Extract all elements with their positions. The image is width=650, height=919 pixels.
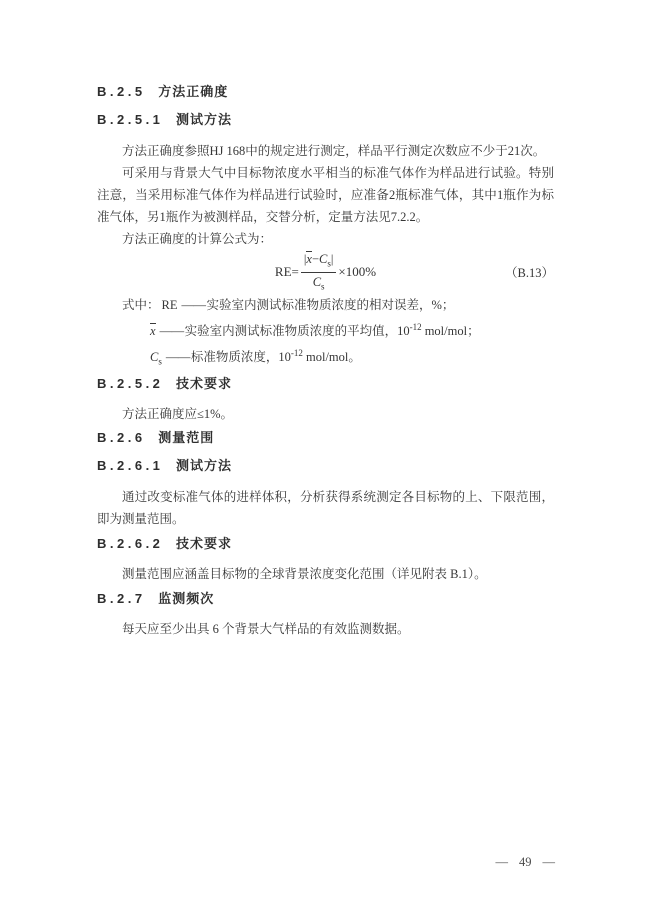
paragraph-formula-intro: 方法正确度的计算公式为： [122, 232, 273, 246]
formula-rhs: ×100% [338, 264, 377, 279]
section-number: B.2.5.2 [97, 375, 164, 391]
section-heading-b26 [97, 431, 554, 445]
unit-exponent: -12 [409, 322, 422, 332]
section-title: 监测频次 [158, 590, 215, 606]
footer-dash-left: — [495, 855, 508, 869]
xbar-symbol: x [306, 251, 312, 266]
unit-text: mol/mol； [421, 324, 480, 339]
equation-number: （B.13） [505, 266, 554, 280]
abs-bar: | [330, 251, 334, 266]
definition-intro: 式中： [122, 298, 160, 312]
unit-text: mol/mol。 [302, 350, 361, 365]
minus-sign: − [311, 251, 320, 266]
section-title: 测试方法 [176, 112, 233, 127]
section-heading-b262 [97, 537, 554, 551]
section-title: 技术要求 [176, 375, 233, 391]
cs-subscript: s [321, 281, 325, 292]
section-title: 测试方法 [176, 457, 233, 473]
section-title: 技术要求 [176, 535, 233, 551]
paragraph-range-method: 通过改变标准气体的进样体积，分析获得系统测定各目标物的上、下限范围，即为测量范围。 [97, 489, 554, 526]
symbol-re: RE [161, 298, 178, 312]
section-heading-b252 [97, 377, 554, 391]
definition-dash: —— [165, 350, 190, 365]
page-footer [496, 855, 556, 870]
paragraph-accuracy-requirement: 方法正确度应≤1%。 [122, 406, 234, 421]
page-number: 49 [519, 855, 532, 869]
paragraph-monitoring-frequency: 每天应至少出具 6 个背景大气样品的有效监测数据。 [122, 621, 410, 636]
section-number: B.2.6.1 [97, 457, 164, 473]
section-number: B.2.7 [97, 590, 146, 606]
unit-exponent: -12 [290, 348, 303, 359]
definition-text: 实验室内测试标准物质浓度的平均值， [184, 324, 398, 339]
document-content [97, 85, 554, 640]
xbar-symbol: x [150, 324, 156, 339]
paragraph-range-requirement: 测量范围应涵盖目标物的全球背景浓度变化范围（详见附表 B.1）。 [122, 566, 487, 581]
formula-expression [275, 251, 376, 294]
unit-base: 10 [397, 324, 410, 339]
cs-symbol: C [150, 350, 159, 365]
formula-fraction [301, 251, 337, 294]
formula-lhs: RE= [274, 264, 299, 279]
section-heading-b261 [97, 459, 554, 473]
section-number: B.2.6 [97, 429, 146, 445]
cs-symbol: C [312, 275, 322, 289]
formula-numerator [301, 251, 337, 274]
definition-text: 实验室内测试标准物质浓度的相对误差，%； [206, 298, 455, 312]
section-number: B.2.5.1 [97, 112, 164, 127]
abs-bar: | [303, 251, 307, 266]
paragraph-method-reference: 方法正确度参照HJ 168中的规定进行测定，样品平行测定次数应不少于21次。 [122, 144, 546, 158]
definition-cs [97, 342, 554, 373]
definition-text: 标准物质浓度， [190, 350, 279, 365]
unit-base: 10 [278, 350, 291, 365]
formula-b13 [97, 250, 554, 294]
definition-xbar [97, 316, 554, 342]
formula-denominator [313, 273, 325, 294]
footer-dash-right: — [542, 855, 555, 869]
section-title: 方法正确度 [158, 84, 229, 99]
definition-re [97, 294, 554, 316]
paragraph-standard-gas: 可采用与背景大气中目标物浓度水平相当的标准气体作为样品进行试验。特别注意，当采用标准气体作为样品进行试验时，应准备2瓶标准气体，其中1瓶作为标准气体，另1瓶作为被测样品，交替分析，定量方法见7.2.2。 [97, 166, 554, 224]
cs-symbol: C [319, 251, 328, 266]
definition-dash: —— [159, 324, 184, 339]
cs-subscript: s [327, 258, 331, 268]
cs-subscript: s [158, 356, 162, 367]
section-number: B.2.5 [97, 84, 146, 99]
section-title: 测量范围 [158, 429, 215, 445]
section-heading-b25 [97, 85, 554, 99]
definition-dash: —— [181, 298, 206, 312]
section-number: B.2.6.2 [97, 535, 164, 551]
section-heading-b251 [97, 113, 554, 127]
section-heading-b27 [97, 592, 554, 606]
